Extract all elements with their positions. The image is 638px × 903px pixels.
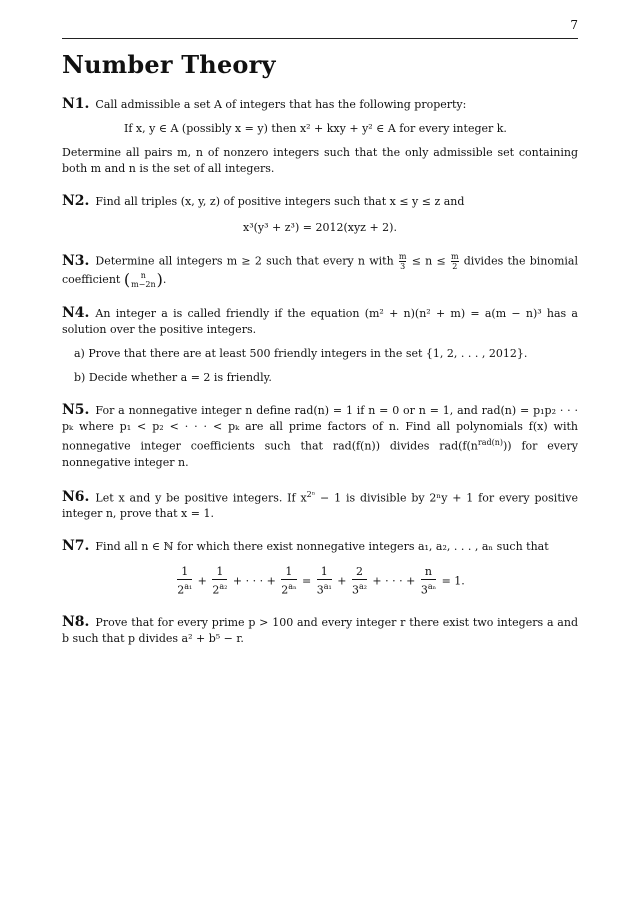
- header-rule: [62, 38, 578, 39]
- problem-label: N2.: [62, 193, 90, 209]
- fraction-m-over-2: $\frac{m}{2}$: [450, 252, 459, 271]
- display-equation: $\frac{1}{2^{a_1}}$ + $\frac{1}{2^{a_2}}$ + · · · + $\frac{1}{2^{a_n}}$ = $\frac{1}{3^{a_1}}$ + $\frac{2}{3^{a_2}}$ + · · · + $\frac{n}{3^{a_n}}$ = 1.: [177, 565, 465, 597]
- problem-text-cont: divides the binomial coefficient: [62, 254, 579, 286]
- problem-text: Prove that for every prime p > 100 and every integer r there exist two integers a and b such that p divides a² + b⁵ − r.: [62, 615, 578, 645]
- problem-text-cont: )) for every nonnegative integer n.: [62, 439, 578, 469]
- problem-label: N8.: [62, 613, 90, 630]
- problem-text: For a nonnegative integer n define rad(n) = 1 if n = 0 or n = 1, and rad(n) = p₁p₂ · · · pₖ where p₁ < p₂ < · · · < pₖ are all prime factors of n. Find all polynomials f(x) with nonnegative integer coefficients such that rad(f(n)) divides rad(f(n: [62, 404, 578, 453]
- fraction: $\frac{1}{2^{a_1}}$: [177, 565, 193, 597]
- problem-text: Let x and y be positive integers. If x: [95, 491, 307, 505]
- problem-n6: [62, 487, 578, 523]
- problem-text: Call admissible a set A of integers that has the following property:: [95, 98, 467, 111]
- fraction: $\frac{n}{3^{a_n}}$: [420, 565, 437, 597]
- problem-label: N5.: [62, 402, 90, 418]
- equation-rhs: = 1.: [441, 574, 465, 588]
- problem-n1: [62, 96, 578, 177]
- problem-n8: [62, 614, 578, 647]
- problem-label: N1.: [62, 96, 90, 112]
- fraction-m-over-3: $\frac{m}{3}$: [398, 252, 407, 271]
- chapter-title: Number Theory: [62, 50, 276, 79]
- problem-text: An integer a is called friendly if the equation (m² + n)(n² + m) = a(m − n)³ has a solution over the positive integers.: [62, 307, 578, 336]
- problem-list: [62, 96, 578, 663]
- problem-text: Find all triples (x, y, z) of positive integers such that x ≤ y ≤ z and: [95, 195, 465, 208]
- problem-n4: [62, 305, 578, 386]
- problem-label: N3.: [62, 252, 90, 269]
- fraction: $\frac{1}{2^{a_2}}$: [212, 565, 228, 597]
- problem-n2: [62, 193, 578, 236]
- binom-open: (: [123, 270, 131, 289]
- problem-label: N6.: [62, 489, 90, 506]
- problem-text-cont: − 1 is divisible by 2ⁿy + 1 for every positive integer n, prove that x = 1.: [62, 491, 578, 521]
- binomial-coefficient: n m−2n: [131, 271, 156, 289]
- problem-label: N7.: [62, 538, 90, 555]
- problem-text: Determine all integers m ≥ 2 such that every n with: [95, 254, 394, 268]
- problem-condition: If x, y ∈ A (possibly x = y) then x² + kxy + y² ∈ A for every integer k.: [124, 122, 507, 135]
- binom-close: ): [156, 270, 163, 289]
- period: .: [162, 273, 167, 286]
- problem-n7: [62, 538, 578, 598]
- fraction: $\frac{2}{3^{a_2}}$: [351, 565, 367, 597]
- exponent: 2ⁿ: [306, 489, 316, 499]
- display-equation: x³(y³ + z³) = 2012(xyz + 2).: [243, 221, 397, 234]
- fraction: $\frac{1}{2^{a_n}}$: [281, 565, 297, 597]
- exponent: rad(n): [477, 438, 503, 447]
- problem-n3: [62, 252, 578, 289]
- subpart-a: a) Prove that there are at least 500 friendly integers in the set {1, 2, . . . , 2012}.: [74, 347, 528, 360]
- inequality-text: ≤ n ≤: [411, 254, 446, 268]
- page-number: 7: [570, 18, 578, 32]
- problem-question: Determine all pairs m, n of nonzero integers such that the only admissible set containing both m and n is the set of all integers.: [62, 146, 578, 175]
- fraction: $\frac{1}{3^{a_1}}$: [316, 565, 332, 597]
- problem-label: N4.: [62, 305, 90, 321]
- problem-n5: [62, 402, 578, 471]
- problem-text: Find all n ∈ ℕ for which there exist nonnegative integers a₁, a₂, . . . , aₙ such that: [95, 540, 549, 554]
- subpart-b: b) Decide whether a = 2 is friendly.: [74, 371, 272, 384]
